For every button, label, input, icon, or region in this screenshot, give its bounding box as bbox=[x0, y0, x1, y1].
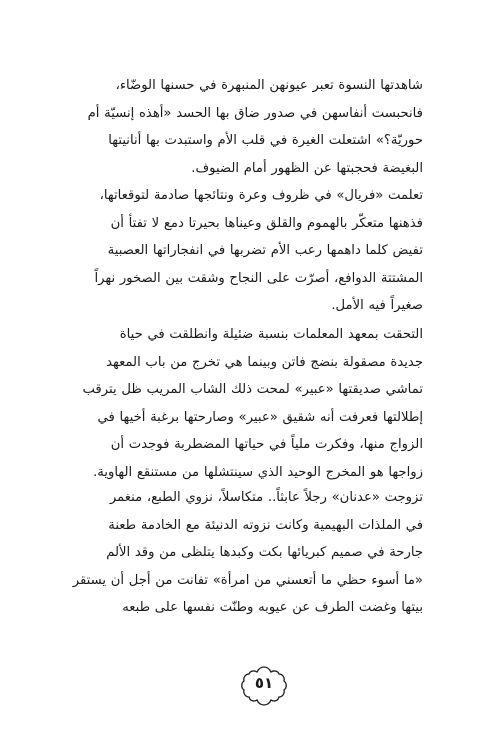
page-number-ornament bbox=[240, 664, 288, 708]
paragraph-4 bbox=[60, 484, 423, 622]
text-line: البغيضة فحجبتها عن الظهور أمام الضيوف. bbox=[191, 160, 423, 176]
page-number: ٥١ bbox=[254, 674, 274, 692]
text-line: جارحة في صميم كبريائها بكت وكبدها يتلظى من وقد الألم bbox=[106, 545, 423, 561]
text-line: الزواج منها، وفكرت ملياً في حياتها المضطربة فوجدت أن bbox=[110, 437, 423, 453]
text-line: «ما أسوء حظي ما أتعسني من امرأة» تفانت من أجل أن يستقر bbox=[72, 572, 423, 588]
text-line: حوريّة؟» اشتعلت الغيرة في قلب الأم واستبدت بها أنانيتها bbox=[108, 133, 423, 149]
text-line: شاهدتها النسوة تعبر عيونهن المنبهرة في حسنها الوضّاء، bbox=[115, 78, 423, 93]
text-line: جديدة مصقولة بنضج فاتن وبينما هي تخرج من باب المعهد bbox=[106, 354, 423, 370]
paragraph-1 bbox=[60, 72, 423, 182]
text-line: التحقت بمعهد المعلمات بنسبة ضئيلة وانطلقت في حياة bbox=[119, 327, 423, 342]
text-line: إطلالتها فعرفت أنه شقيق «عبير» وصارحتها برغبة أخيها في bbox=[97, 409, 423, 425]
text-line: زواجها هو المخرج الوحيد الذي سينتشلها من مستنقع الهاوية. bbox=[93, 464, 423, 480]
text-line: تعلمت «فريال» في ظروف وعرة ونتائجها صادمة لتوقعاتها، bbox=[99, 188, 423, 203]
text-line: فانحبست أنفاسهن في صدور ضاق بها الحسد «أهذه إنسيّة أم bbox=[87, 105, 423, 121]
text-line: تماشي صديقتها «عبير» لمحت ذلك الشاب المريب ظل يترقب bbox=[82, 382, 423, 398]
text-line: المشتتة الدوافع، أصرّت على النجاح وشقت بين الصخور نهراً bbox=[94, 270, 423, 286]
text-line: تزوجت «عدنان» رجلاً عابثاً.. متكاسلاً، نزوي الطبع، منغمر bbox=[109, 490, 423, 505]
text-line: بيتها وغضت الطرف عن عيوبه وطنّت نفسها على طبعه bbox=[122, 600, 423, 616]
paragraph-2 bbox=[60, 182, 423, 320]
text-line: فذهنها متعكّر بالهموم والقلق وعيناها بحيرتا دمع لا تفتأ أن bbox=[110, 215, 423, 231]
paragraph-3 bbox=[60, 321, 423, 487]
text-line: تفيض كلما داهمها رعب الأم تضربها في انفجاراتها العصبية bbox=[107, 243, 423, 259]
text-line: صغيراً فيه الأمل. bbox=[331, 298, 423, 314]
text-line: في الملذات البهيمية وكانت نزوته الدنيئة مع الخادمة طعنة bbox=[108, 517, 423, 533]
